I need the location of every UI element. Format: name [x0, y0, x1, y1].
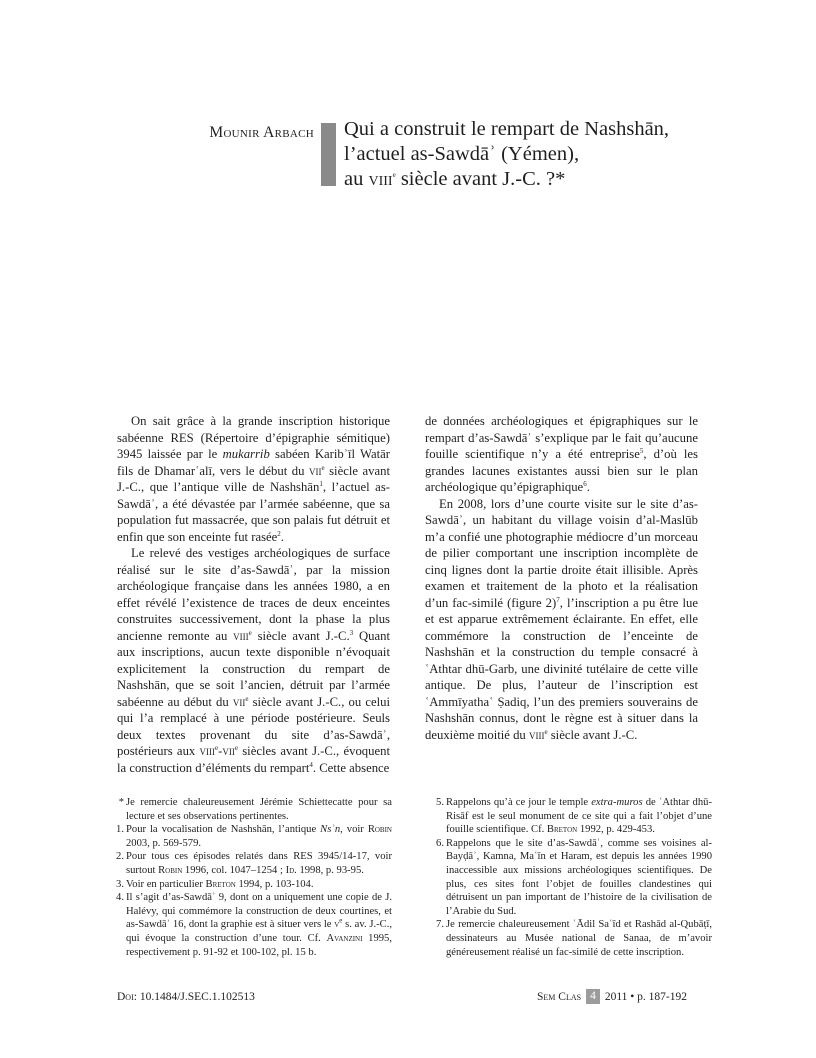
footnote: 5. Rappelons qu’à ce jour le temple extra-muros de ʿAthtar dhū-Risāf est le seul monument de ce site qui a fait l’objet d’une fouille scientifique. Cf. Breton 1992, p. 429-453.	[436, 797, 712, 836]
footnote: 3. Voir en particulier Breton 1994, p. 103-104.	[116, 878, 314, 890]
article-title	[344, 117, 724, 192]
title-line: l’actuel as-Sawdāʾ (Yémen),	[344, 143, 580, 165]
footnote-ref: 5	[639, 446, 644, 455]
footnote-ref: 4	[309, 760, 313, 769]
footnotes-right	[430, 796, 712, 959]
footnote-ref: 7	[556, 595, 560, 604]
footnotes-left	[110, 796, 392, 959]
footnote-ref: 1	[319, 479, 323, 488]
paragraph: En 2008, lors d’une courte visite sur le site d’as-Sawdāʾ, un habitant du village voisin d’al-Maslūb m’a confié une photographie médiocre d’un morceau de pilier comportant une inscription incomplète de cinq lignes dont la partie droite était illisible. Après examen et traitement de la photo et la réalisation d’un fac-similé (figure 2)$^7$, l’inscription a pu être lue et est apparue extrêmement éclairante. En effet, elle commémore la construction de l’enceinte de Nashshān et la construction du temple consacré à ʿAthtar dhū-Garb, une divinité tutélaire de cette ville antique. De plus, l’auteur de l’inscription est ʿAmmīyathaʿ Ṣadiq, l’un des premiers souverains de Nashshān connus, dont le règne est à situer dans la deuxième moitié du viii$^e$ siècle avant J.-C.	[425, 496, 698, 742]
doi: Doi: 10.1484/J.SEC.1.102513	[117, 991, 255, 1003]
journal-info	[537, 989, 687, 1004]
title-line: au viii$^e$ siècle avant J.-C. ?*	[344, 168, 566, 190]
title-accent-bar	[321, 123, 336, 186]
footnote: 7. Je remercie chaleureusement ʿĀdil Saʿīd et Rashād al-Qubāṭī, dessinateurs au Musée national de Sanaa, de m’avoir généreusement réalisé un fac-similé de cette inscription.	[436, 919, 712, 958]
paragraph: On sait grâce à la grande inscription historique sabéenne RES (Répertoire d’épigraphie sémitique) 3945 laissée par le mukarrib sabéen Karibʾīl Watār fils de Dhamarʿalī, vers le début du vii$^e$ siècle avant J.-C., que l’antique ville de Nashshān$^1$, l’actuel as-Sawdāʾ, a été dévastée par l’armée sabéenne, que sa population fut massacrée, que son palais fut détruit et enfin que son enceinte fut rasée$^2$.	[117, 414, 390, 544]
footnote: 2. Pour tous ces épisodes relatés dans RES 3945/14-17, voir surtout Robin 1996, col. 1047–1254 ; Id. 1998, p. 93-95.	[116, 851, 392, 876]
footnote: 6. Rappelons que le site d’as-Sawdāʾ, comme ses voisines al-Bayḍāʾ, Kamna, Maʿīn et Haram, est depuis les années 1990 inaccessible aux missions archéologiques scientifiques. De plus, ces sites font l’objet de fouilles clandestines qui détruisent un pan important de l’histoire de la civilisation de l’Arabie du Sud.	[436, 837, 712, 917]
body-column-left	[117, 413, 390, 776]
body-column-right	[425, 413, 698, 743]
author-name: Mounir Arbach	[209, 124, 314, 141]
issue-badge: 4	[586, 989, 600, 1004]
footnote: 4. Il s’agit d’as-Sawdāʾ 9, dont on a uniquement une copie de J. Halévy, qui commémore la construction de deux courtines, et as-Sawdāʾ 16, dont la graphie est à situer vers le $v^e$ s. av. J.-C., qui évoque la construction d’une tour. Cf. Avanzini 1995, respectivement p. 91-92 et 100-102, pl. 15 b.	[116, 892, 392, 958]
paragraph: Le relevé des vestiges archéologiques de surface réalisé sur le site d’as-Sawdāʾ, par la mission archéologique française dans les années 1980, a en effet révélé l’existence de traces de deux enceintes construites successivement, dont la phase la plus ancienne remonte au viii$^e$ siècle avant J.-C.$^3$ Quant aux inscriptions, aucun texte disponible n’évoquait explicitement la construction du rempart de Nashshān, que se soit l’ancien, détruit par l’armée sabéenne au début du vii$^e$ siècle avant J.-C., ou celui qui l’a remplacé à une période postérieure. Seuls deux textes provenant du site d’as-Sawdāʾ, postérieurs aux viii$^e$-vii$^e$ siècles avant J.-C., évoquent la construction d’éléments du rempart$^4$. Cette absence	[117, 546, 390, 775]
journal-name: Sem Clas	[537, 990, 582, 1003]
year-pages: 2011 • p. 187-192	[604, 990, 687, 1003]
footnote-ref: 3	[349, 628, 354, 637]
footnote: * Je remercie chaleureusement Jérémie Schiettecatte pour sa lecture et ses observations pertinentes.	[118, 797, 392, 822]
paragraph: de données archéologiques et épigraphiques sur le rempart d’as-Sawdāʾ s’explique par le fait qu’aucune fouille scientifique n’y a été entreprise$^5$, d’où les grandes lacunes existantes aussi bien sur le plan archéologique qu’épigraphique$^6$.	[425, 414, 698, 494]
footnote-ref: 6	[583, 479, 587, 488]
title-line: Qui a construit le rempart de Nashshān,	[344, 118, 670, 140]
footnote: 1. Pour la vocalisation de Nashshān, l’antique Nsʾn, voir Robin 2003, p. 569-579.	[116, 824, 392, 849]
footnote-ref: 2	[277, 529, 281, 538]
